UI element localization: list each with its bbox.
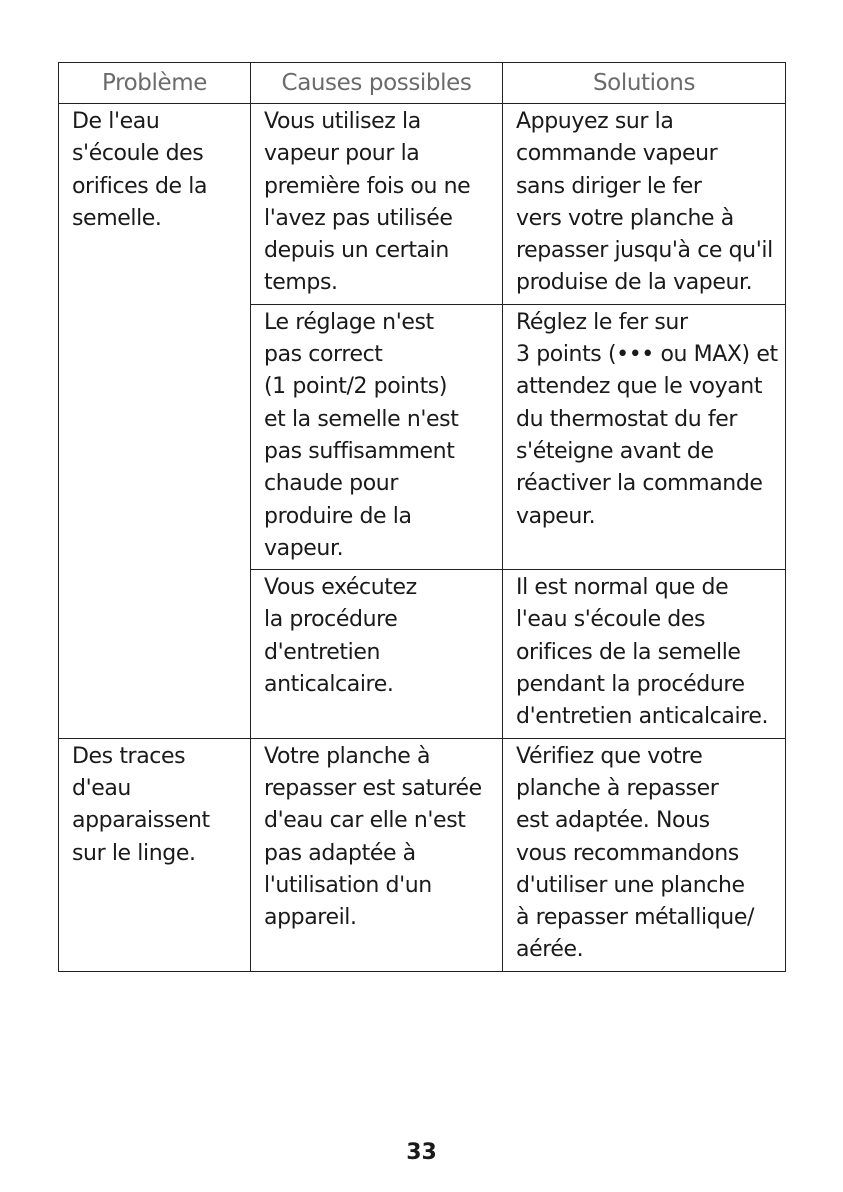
header-causes: Causes possibles bbox=[251, 63, 503, 104]
page-number: 33 bbox=[406, 1140, 437, 1165]
header-problem: Problème bbox=[59, 63, 251, 104]
cause-cell: Vous utilisez la vapeur pour la première fois ou ne l'avez pas utilisée depuis un certain temps. bbox=[251, 104, 503, 305]
header-solutions: Solutions bbox=[503, 63, 786, 104]
solution-cell: Réglez le fer sur 3 points (••• ou MAX) et attendez que le voyant du thermostat du fer s'éteigne avant de réactiver la commande vapeur. bbox=[503, 304, 786, 569]
problem-cell: Des traces d'eau apparaissent sur le linge. bbox=[59, 738, 251, 971]
cause-cell: Le réglage n'est pas correct (1 point/2 points) et la semelle n'est pas suffisamment chaude pour produire de la vapeur. bbox=[251, 304, 503, 569]
solution-cell: Il est normal que de l'eau s'écoule des orifices de la semelle pendant la procédure d'entretien anticalcaire. bbox=[503, 570, 786, 738]
table-row bbox=[59, 104, 786, 305]
table-row bbox=[59, 738, 786, 971]
cause-cell: Votre planche à repasser est saturée d'eau car elle n'est pas adaptée à l'utilisation d'un appareil. bbox=[251, 738, 503, 971]
troubleshooting-table bbox=[58, 62, 786, 972]
solution-cell: Appuyez sur la commande vapeur sans diriger le fer vers votre planche à repasser jusqu'à ce qu'il produise de la vapeur. bbox=[503, 104, 786, 305]
cause-cell: Vous exécutez la procédure d'entretien anticalcaire. bbox=[251, 570, 503, 738]
solution-cell: Vérifiez que votre planche à repasser est adaptée. Nous vous recommandons d'utiliser une planche à repasser métallique/ aérée. bbox=[503, 738, 786, 971]
problem-cell: De l'eau s'écoule des orifices de la semelle. bbox=[59, 104, 251, 739]
header-row bbox=[59, 63, 786, 104]
